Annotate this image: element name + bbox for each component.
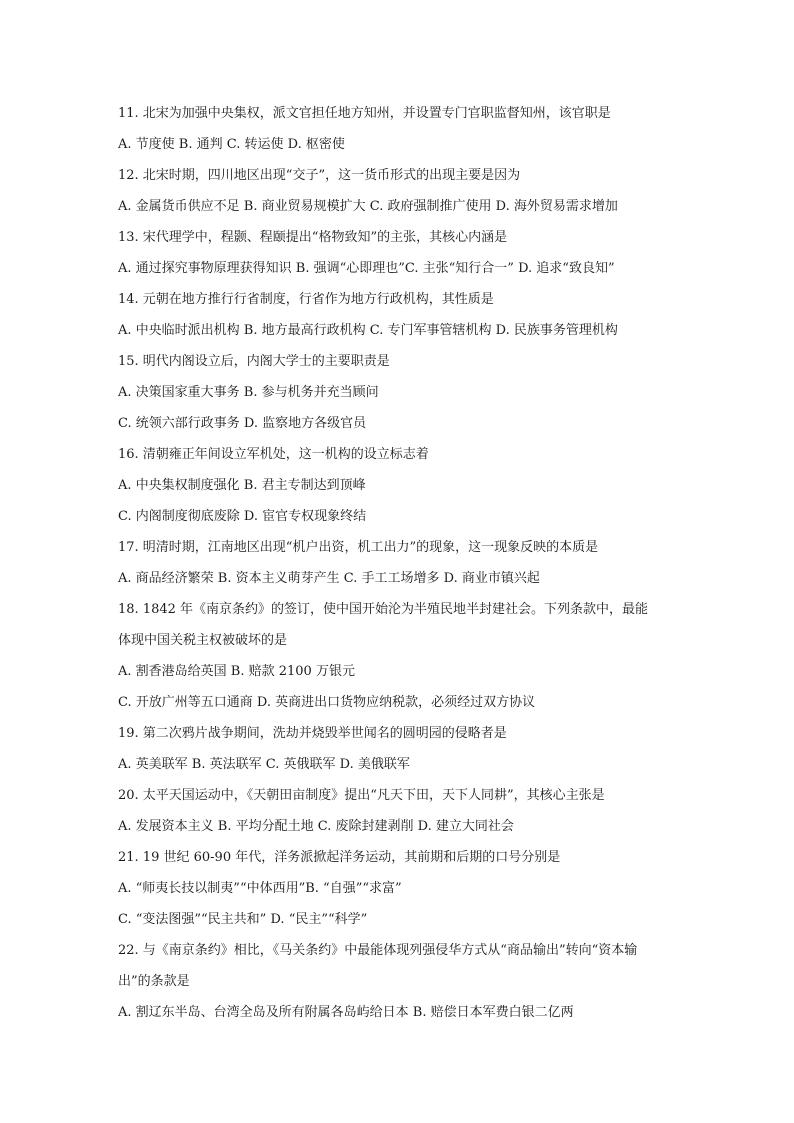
question-20-stem: 20. 太平天国运动中，《天朝田亩制度》提出“凡天下田，天下人同耕”，其核心主张是 (118, 788, 605, 803)
question-16-stem: 16. 清朝雍正年间设立军机处，这一机构的设立标志着 (118, 447, 429, 462)
question-11-options: A. 节度使 B. 通判 C. 转运使 D. 枢密使 (118, 137, 345, 152)
question-21-stem: 21. 19 世纪 60-90 年代，洋务派掀起洋务运动，其前期和后期的口号分别是 (118, 850, 561, 865)
question-19-options: A. 英美联军 B. 英法联军 C. 英俄联军 D. 美俄联军 (118, 757, 410, 772)
document-page (118, 98, 678, 1028)
question-13-options: A. 通过探究事物原理获得知识 B. 强调“心即理也”C. 主张“知行合一” D. 追求“致良知” (118, 261, 615, 276)
question-18-options-cd: C. 开放广州等五口通商 D. 英商进出口货物应纳税款，必须经过双方协议 (118, 695, 536, 710)
question-21-options-ab: A. “师夷长技以制夷”“中体西用”B. “自强”“求富” (118, 881, 402, 896)
question-20-options: A. 发展资本主义 B. 平均分配土地 C. 废除封建剥削 D. 建立大同社会 (118, 819, 514, 834)
question-22-stem-line1: 22. 与《南京条约》相比，《马关条约》中最能体现列强侵华方式从“商品输出”转向“资本输 (118, 943, 638, 958)
question-18-stem-line2: 体现中国关税主权被破坏的是 (118, 633, 288, 648)
question-17-options: A. 商品经济繁荣 B. 资本主义萌芽产生 C. 手工工场增多 D. 商业市镇兴起 (118, 571, 540, 586)
question-12-stem: 12. 北宋时期，四川地区出现“交子”，这一货币形式的出现主要是因为 (118, 168, 521, 183)
question-16-options-cd: C. 内阁制度彻底废除 D. 宦官专权现象终结 (118, 509, 367, 524)
question-19-stem: 19. 第二次鸦片战争期间，洗劫并烧毁举世闻名的圆明园的侵略者是 (118, 726, 507, 741)
question-15-stem: 15. 明代内阁设立后，内阁大学士的主要职责是 (118, 354, 390, 369)
question-11-stem: 11. 北宋为加强中央集权，派文官担任地方知州，并设置专门官职监督知州，该官职是 (118, 106, 611, 121)
question-14-options: A. 中央临时派出机构 B. 地方最高行政机构 C. 专门军事管辖机构 D. 民族事务管理机构 (118, 323, 618, 338)
question-18-options-ab: A. 割香港岛给英国 B. 赔款 2100 万银元 (118, 664, 355, 679)
question-17-stem: 17. 明清时期，江南地区出现“机户出资，机工出力”的现象，这一现象反映的本质是 (118, 540, 599, 555)
question-15-options-cd: C. 统领六部行政事务 D. 监察地方各级官员 (118, 416, 367, 431)
question-18-stem-line1: 18. 1842 年《南京条约》的签订，使中国开始沦为半殖民地半封建社会。下列条款中，最能 (118, 602, 649, 617)
question-21-options-cd: C. “变法图强”“民主共和” D. “民主”“科学” (118, 912, 368, 927)
question-16-options-ab: A. 中央集权制度强化 B. 君主专制达到顶峰 (118, 478, 366, 493)
question-13-stem: 13. 宋代理学中，程颢、程颐提出“格物致知”的主张，其核心内涵是 (118, 230, 508, 245)
question-22-stem-line2: 出”的条款是 (118, 974, 190, 989)
question-12-options: A. 金属货币供应不足 B. 商业贸易规模扩大 C. 政府强制推广使用 D. 海外贸易需求增加 (118, 199, 618, 214)
question-15-options-ab: A. 决策国家重大事务 B. 参与机务并充当顾问 (118, 385, 379, 400)
question-14-stem: 14. 元朝在地方推行行省制度，行省作为地方行政机构，其性质是 (118, 292, 494, 307)
question-22-options-ab: A. 割辽东半岛、台湾全岛及所有附属各岛屿给日本 B. 赔偿日本军费白银二亿两 (118, 1005, 574, 1020)
